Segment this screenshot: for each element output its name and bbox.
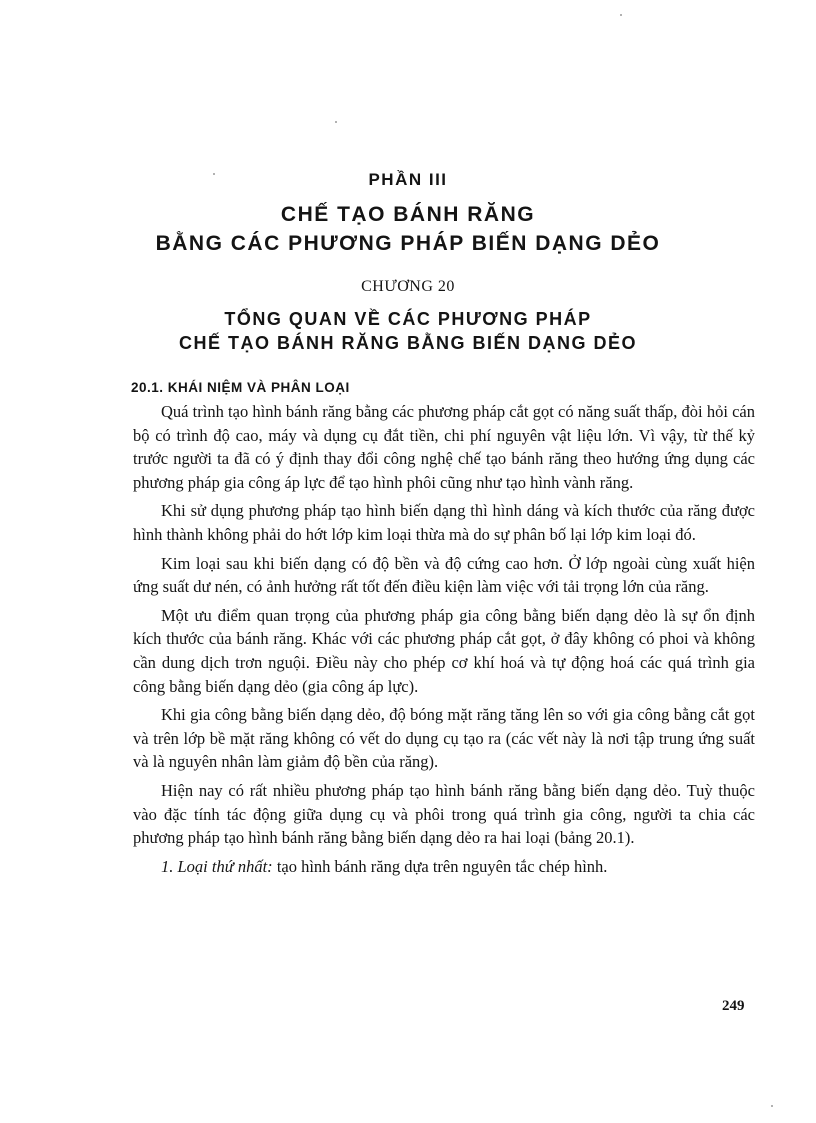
paragraph: Một ưu điểm quan trọng của phương pháp gia công bằng biến dạng dẻo là sự ổn định kích thước của bánh răng. Khác với các phương pháp cắt gọt, ở đây không có phoi và không cần dung dịch trơn nguội. Điều này cho phép cơ khí hoá và tự động hoá các quá trình gia công bằng biến dạng dẻo (gia công áp lực). [133,605,755,696]
page-number: 249 [722,998,745,1014]
list-item-label: 1. Loại thứ nhất: [161,856,273,876]
paragraph: Khi gia công bằng biến dạng dẻo, độ bóng mặt răng tăng lên so với gia công bằng cắt gọt và trên lớp bề mặt răng không có vết do dụng cụ tạo ra (các vết này là nơi tập trung ứng suất và là nguyên nhân làm giảm độ bền của răng). [133,705,755,772]
paragraph: Khi sử dụng phương pháp tạo hình biến dạng thì hình dáng và kích thước của răng được hình thành không phải do hớt lớp kim loại thừa mà do sự phân bố lại lớp kim loại đó. [133,501,755,544]
scan-speck [335,121,337,123]
paragraph: Hiện nay có rất nhiều phương pháp tạo hình bánh răng bằng biến dạng dẻo. Tuỳ thuộc vào đặc tính tác động giữa dụng cụ và phôi trong quá trình gia công, người ta chia các phương pháp tạo hình bánh răng bằng biến dạng dẻo ra hai loại (bảng 20.1). [133,780,755,848]
part-label: PHẦN III [368,170,448,189]
body-text [133,400,755,883]
list-item [133,855,755,879]
chapter-label: CHƯƠNG 20 [361,278,455,295]
paragraph: Kim loại sau khi biến dạng có độ bền và độ cứng cao hơn. Ở lớp ngoài cùng xuất hiện ứng suất dư nén, có ảnh hưởng rất tốt đến điều kiện làm việc với tải trọng lớn của răng. [133,553,755,597]
scan-speck [771,1105,773,1107]
paragraph: Quá trình tạo hình bánh răng bằng các phương pháp cắt gọt có năng suất thấp, đòi hỏi cán bộ có trình độ cao, máy và dụng cụ đắt tiền, chi phí nguyên vật liệu lớn. Vì vậy, từ thế kỷ trước người ta đã có ý định thay đổi công nghệ chế tạo bánh răng theo hướng ứng dụng các phương pháp gia công áp lực để tạo hình phôi cũng như tạo hình vành răng. [133,402,755,492]
part-title-line-1: CHẾ TẠO BÁNH RĂNG [280,203,536,226]
list-item-text: tạo hình bánh răng dựa trên nguyên tắc chép hình. [272,856,608,876]
scan-speck [620,14,622,16]
section-heading: 20.1. KHÁI NIỆM VÀ PHÂN LOẠI [131,380,350,395]
chapter-title-line-2: CHẾ TẠO BÁNH RĂNG BẰNG BIẾN DẠNG DẺO [178,333,637,353]
part-title-line-2: BẰNG CÁC PHƯƠNG PHÁP BIẾN DẠNG DẺO [155,232,661,255]
chapter-title-line-1: TỔNG QUAN VỀ CÁC PHƯƠNG PHÁP [224,309,592,329]
